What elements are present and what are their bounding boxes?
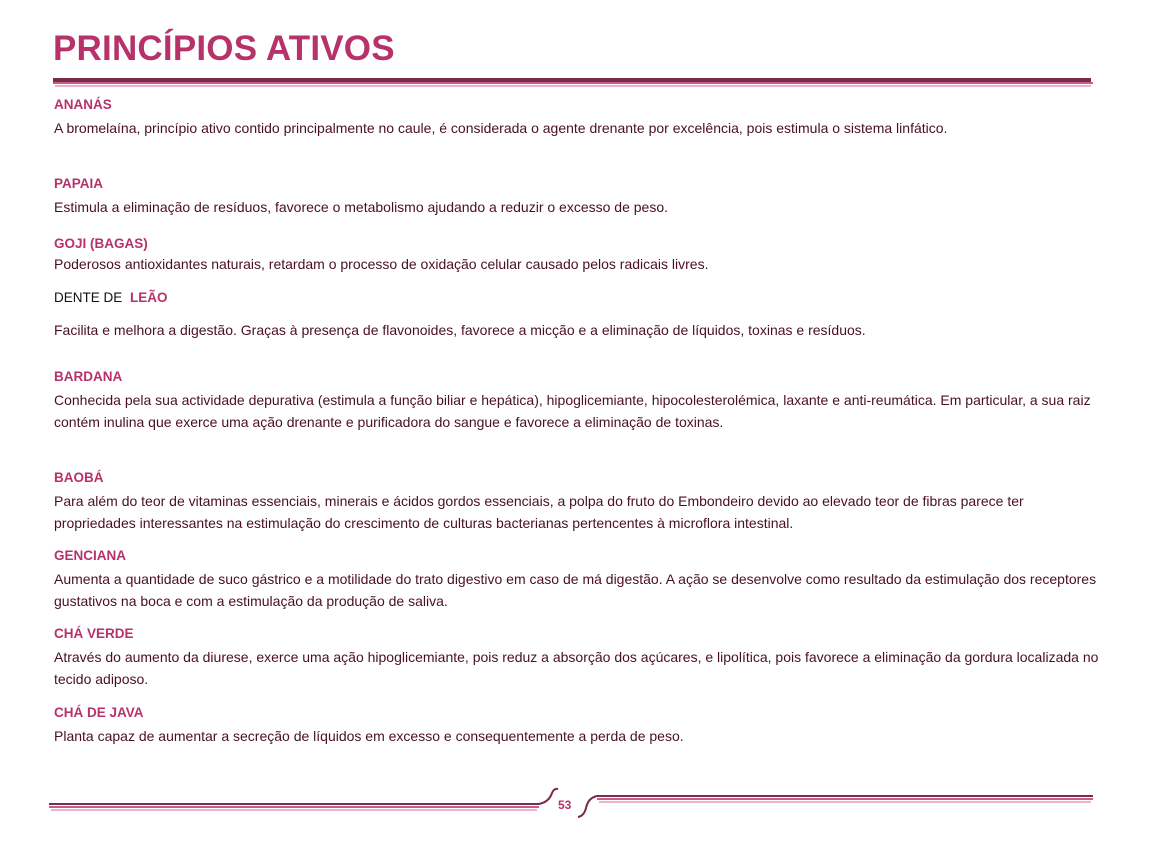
- section-text: Para além do teor de vitaminas essenciais, minerais e ácidos gordos essenciais, a polpa do fruto do Embondeiro devido ao elevado teor de fibras parece ter propriedades interessantes na estimulação do crescimento de culturas bacterianas pertencentes à microflora intestinal.: [54, 493, 1024, 531]
- section-heading-accent: LEÃO: [130, 290, 168, 305]
- section-text: Poderosos antioxidantes naturais, retardam o processo de oxidação celular causado pelos radicais livres.: [54, 256, 709, 272]
- section-bardana: [54, 368, 1104, 433]
- section-heading: BARDANA: [54, 369, 123, 384]
- section-heading: GENCIANA: [54, 548, 127, 563]
- section-text: Conhecida pela sua actividade depurativa (estimula a função biliar e hepática), hipoglicemiante, hipocolesterolémica, laxante e anti-reumática. Em particular, a sua raiz contém inulina que exerce uma ação drenante e purificadora do sangue e favorece a eliminação de toxinas.: [54, 392, 1091, 430]
- section-heading: CHÁ DE JAVA: [54, 705, 144, 720]
- section-text: Facilita e melhora a digestão. Graças à presença de flavonoides, favorece a micção e a eliminação de líquidos, toxinas e resíduos.: [54, 322, 866, 338]
- section-goji: [54, 235, 1104, 275]
- section-heading: [54, 289, 1104, 307]
- title-divider: [53, 75, 1093, 89]
- section-papaia: [54, 175, 1104, 218]
- section-cha-de-java: [54, 704, 1104, 747]
- section-heading: CHÁ VERDE: [54, 626, 134, 641]
- section-baoba: [54, 469, 1104, 534]
- section-text: Através do aumento da diurese, exerce uma ação hipoglicemiante, pois reduz a absorção dos açúcares, e lipolítica, pois favorece a eliminação da gordura localizada no tecido adiposo.: [54, 649, 1099, 687]
- section-text: Planta capaz de aumentar a secreção de líquidos em excesso e consequentemente a perda de peso.: [54, 728, 684, 744]
- section-cha-verde: [54, 625, 1104, 690]
- section-heading: BAOBÁ: [54, 470, 104, 485]
- section-heading: GOJI (BAGAS): [54, 236, 148, 251]
- section-text: A bromelaína, princípio ativo contido principalmente no caule, é considerada o agente drenante por excelência, pois estimula o sistema linfático.: [54, 120, 948, 136]
- section-heading-plain: DENTE DE: [54, 290, 127, 305]
- section-text: Aumenta a quantidade de suco gástrico e a motilidade do trato digestivo em caso de má digestão. A ação se desenvolve como resultado da estimulação dos receptores gustativos na boca e com a estimulação da produção de saliva.: [54, 571, 1097, 609]
- section-heading: ANANÁS: [54, 97, 112, 112]
- section-heading: PAPAIA: [54, 176, 104, 191]
- page-number: 53: [558, 798, 572, 812]
- section-text: Estimula a eliminação de resíduos, favorece o metabolismo ajudando a reduzir o excesso de peso.: [54, 199, 669, 215]
- section-dente-de-leao: [54, 289, 1104, 341]
- page-title: PRINCÍPIOS ATIVOS: [53, 29, 395, 68]
- section-ananas: [54, 96, 1104, 139]
- section-genciana: [54, 547, 1104, 612]
